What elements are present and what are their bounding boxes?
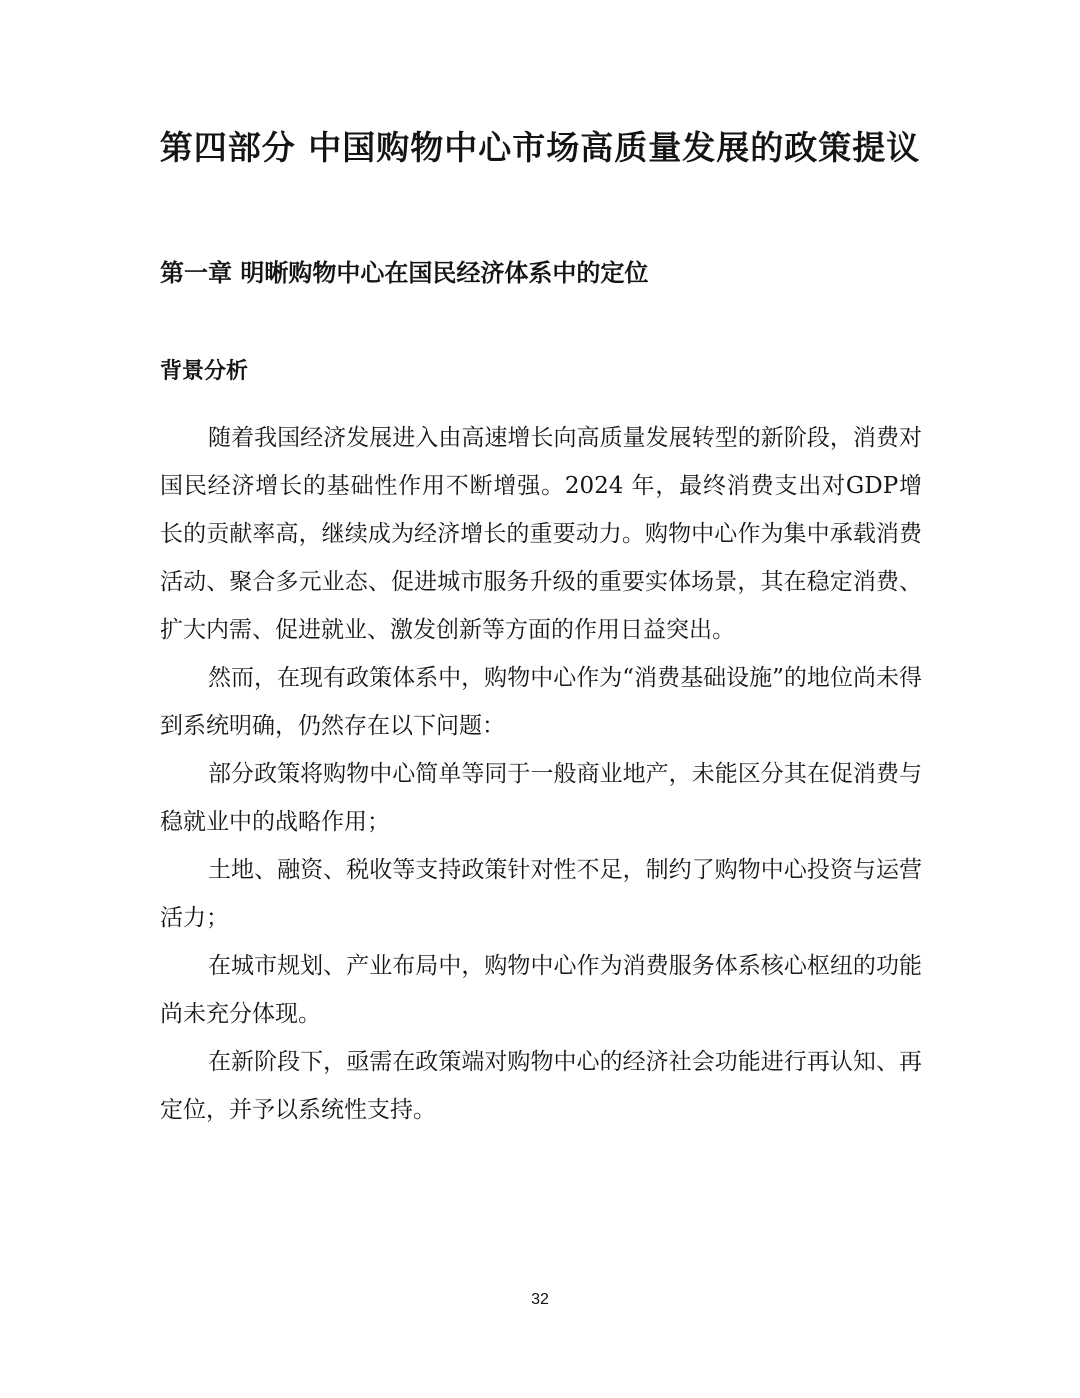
body-text [160, 414, 922, 1134]
paragraph: 部分政策将购物中心简单等同于一般商业地产，未能区分其在促消费与稳就业中的战略作用； [160, 761, 922, 835]
section-title: 背景分析 [160, 359, 249, 384]
paragraph: 然而，在现有政策体系中，购物中心作为“消费基础设施”的地位尚未得到系统明确，仍然存在以下问题： [160, 665, 922, 739]
paragraph: 随着我国经济发展进入由高速增长向高质量发展转型的新阶段，消费对国民经济增长的基础性作用不断增强。2024 年，最终消费支出对GDP增长的贡献率高，继续成为经济增长的重要动力。购物中心作为集中承载消费活动、聚合多元业态、促进城市服务升级的重要实体场景，其在稳定消费、扩大内需、促进就业、激发创新等方面的作用日益突出。 [160, 425, 922, 643]
part-title: 第四部分 中国购物中心市场高质量发展的政策提议 [159, 128, 921, 167]
paragraph: 土地、融资、税收等支持政策针对性不足，制约了购物中心投资与运营活力； [160, 857, 922, 931]
chapter-title: 第一章 明晰购物中心在国民经济体系中的定位 [160, 259, 649, 287]
paragraph: 在新阶段下，亟需在政策端对购物中心的经济社会功能进行再认知、再定位，并予以系统性支持。 [160, 1049, 922, 1123]
page-number: 32 [531, 1291, 549, 1308]
paragraph: 在城市规划、产业布局中，购物中心作为消费服务体系核心枢纽的功能尚未充分体现。 [160, 953, 922, 1027]
